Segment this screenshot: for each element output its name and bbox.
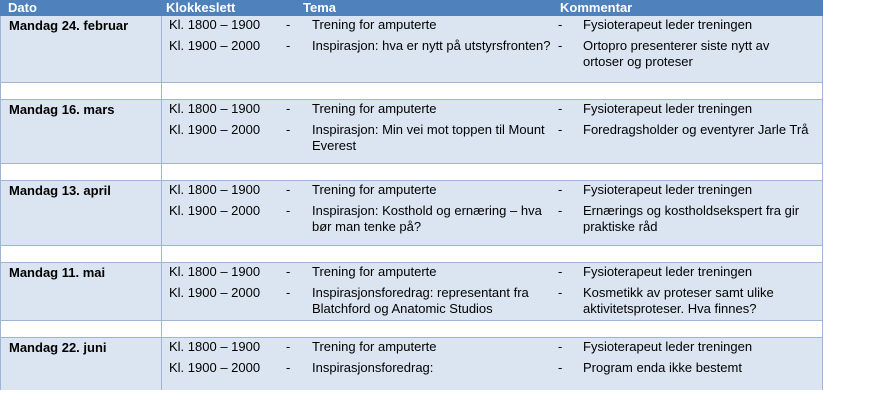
bullet-dash: -	[286, 38, 291, 53]
bullet-dash: -	[286, 101, 291, 116]
row-spacer	[0, 320, 823, 338]
row-topic: Inspirasjon: Kosthold og ernæring – hva bør man tenke på?	[312, 203, 542, 234]
bullet-dash: -	[286, 285, 291, 300]
row-topic: Inspirasjon: hva er nytt på utstyrsfronten?	[312, 38, 551, 53]
row-topic: Trening for amputerte	[312, 339, 437, 354]
row-spacer	[0, 82, 823, 100]
header-topic: Tema	[303, 0, 336, 15]
bullet-dash: -	[558, 360, 563, 375]
row-comment: Fysioterapeut leder treningen	[583, 101, 753, 116]
bullet-dash: -	[558, 38, 563, 53]
header-date: Dato	[8, 0, 37, 15]
row-date: Mandag 22. juni	[9, 340, 107, 355]
table-row	[0, 181, 823, 245]
bullet-dash: -	[558, 339, 563, 354]
row-time: Kl. 1800 – 1900	[169, 339, 261, 354]
row-topic: Inspirasjonsforedrag:	[312, 360, 434, 375]
bullet-dash: -	[286, 264, 291, 279]
row-comment: Ernærings og kostholdsekspert fra gir praktiske råd	[583, 203, 800, 234]
row-topic: Trening for amputerte	[312, 264, 437, 279]
row-time: Kl. 1900 – 2000	[169, 122, 261, 137]
bullet-dash: -	[558, 285, 563, 300]
row-topic: Inspirasjonsforedrag: representant fra Blatchford og Anatomic Studios	[312, 285, 529, 316]
bullet-dash: -	[558, 17, 563, 32]
row-time: Kl. 1900 – 2000	[169, 38, 261, 53]
row-date: Mandag 13. april	[9, 183, 111, 198]
row-comment: Fysioterapeut leder treningen	[583, 339, 753, 354]
row-comment: Fysioterapeut leder treningen	[583, 182, 753, 197]
row-time: Kl. 1800 – 1900	[169, 182, 261, 197]
row-time: Kl. 1900 – 2000	[169, 285, 261, 300]
row-comment: Kosmetikk av proteser samt ulike aktivitetsproteser. Hva finnes?	[583, 285, 774, 316]
bullet-dash: -	[558, 101, 563, 116]
row-topic: Trening for amputerte	[312, 182, 437, 197]
header-time: Klokkeslett	[166, 0, 236, 15]
bullet-dash: -	[286, 360, 291, 375]
table-row	[0, 338, 823, 390]
row-time: Kl. 1800 – 1900	[169, 17, 261, 32]
bullet-dash: -	[558, 203, 563, 218]
bullet-dash: -	[286, 203, 291, 218]
row-comment: Foredragsholder og eventyrer Jarle Trå	[583, 122, 809, 137]
row-comment: Fysioterapeut leder treningen	[583, 17, 753, 32]
bullet-dash: -	[558, 122, 563, 137]
bullet-dash: -	[286, 182, 291, 197]
row-time: Kl. 1900 – 2000	[169, 360, 261, 375]
table-header	[0, 0, 823, 16]
row-topic: Trening for amputerte	[312, 17, 437, 32]
row-spacer	[0, 163, 823, 181]
row-date: Mandag 11. mai	[9, 265, 106, 280]
table-row	[0, 100, 823, 163]
bullet-dash: -	[558, 264, 563, 279]
row-topic: Trening for amputerte	[312, 101, 437, 116]
row-topic: Inspirasjon: Min vei mot toppen til Mount Everest	[312, 122, 545, 153]
table-row	[0, 16, 823, 82]
row-date: Mandag 16. mars	[9, 102, 115, 117]
row-time: Kl. 1800 – 1900	[169, 264, 261, 279]
row-comment: Program enda ikke bestemt	[583, 360, 742, 375]
row-date: Mandag 24. februar	[9, 18, 129, 33]
table-row	[0, 263, 823, 320]
bullet-dash: -	[286, 339, 291, 354]
header-comment: Kommentar	[560, 0, 633, 15]
row-comment: Ortopro presenterer siste nytt av ortoser og proteser	[583, 38, 770, 69]
bullet-dash: -	[286, 17, 291, 32]
row-time: Kl. 1900 – 2000	[169, 203, 261, 218]
row-time: Kl. 1800 – 1900	[169, 101, 261, 116]
row-spacer	[0, 245, 823, 263]
bullet-dash: -	[286, 122, 291, 137]
row-comment: Fysioterapeut leder treningen	[583, 264, 753, 279]
bullet-dash: -	[558, 182, 563, 197]
